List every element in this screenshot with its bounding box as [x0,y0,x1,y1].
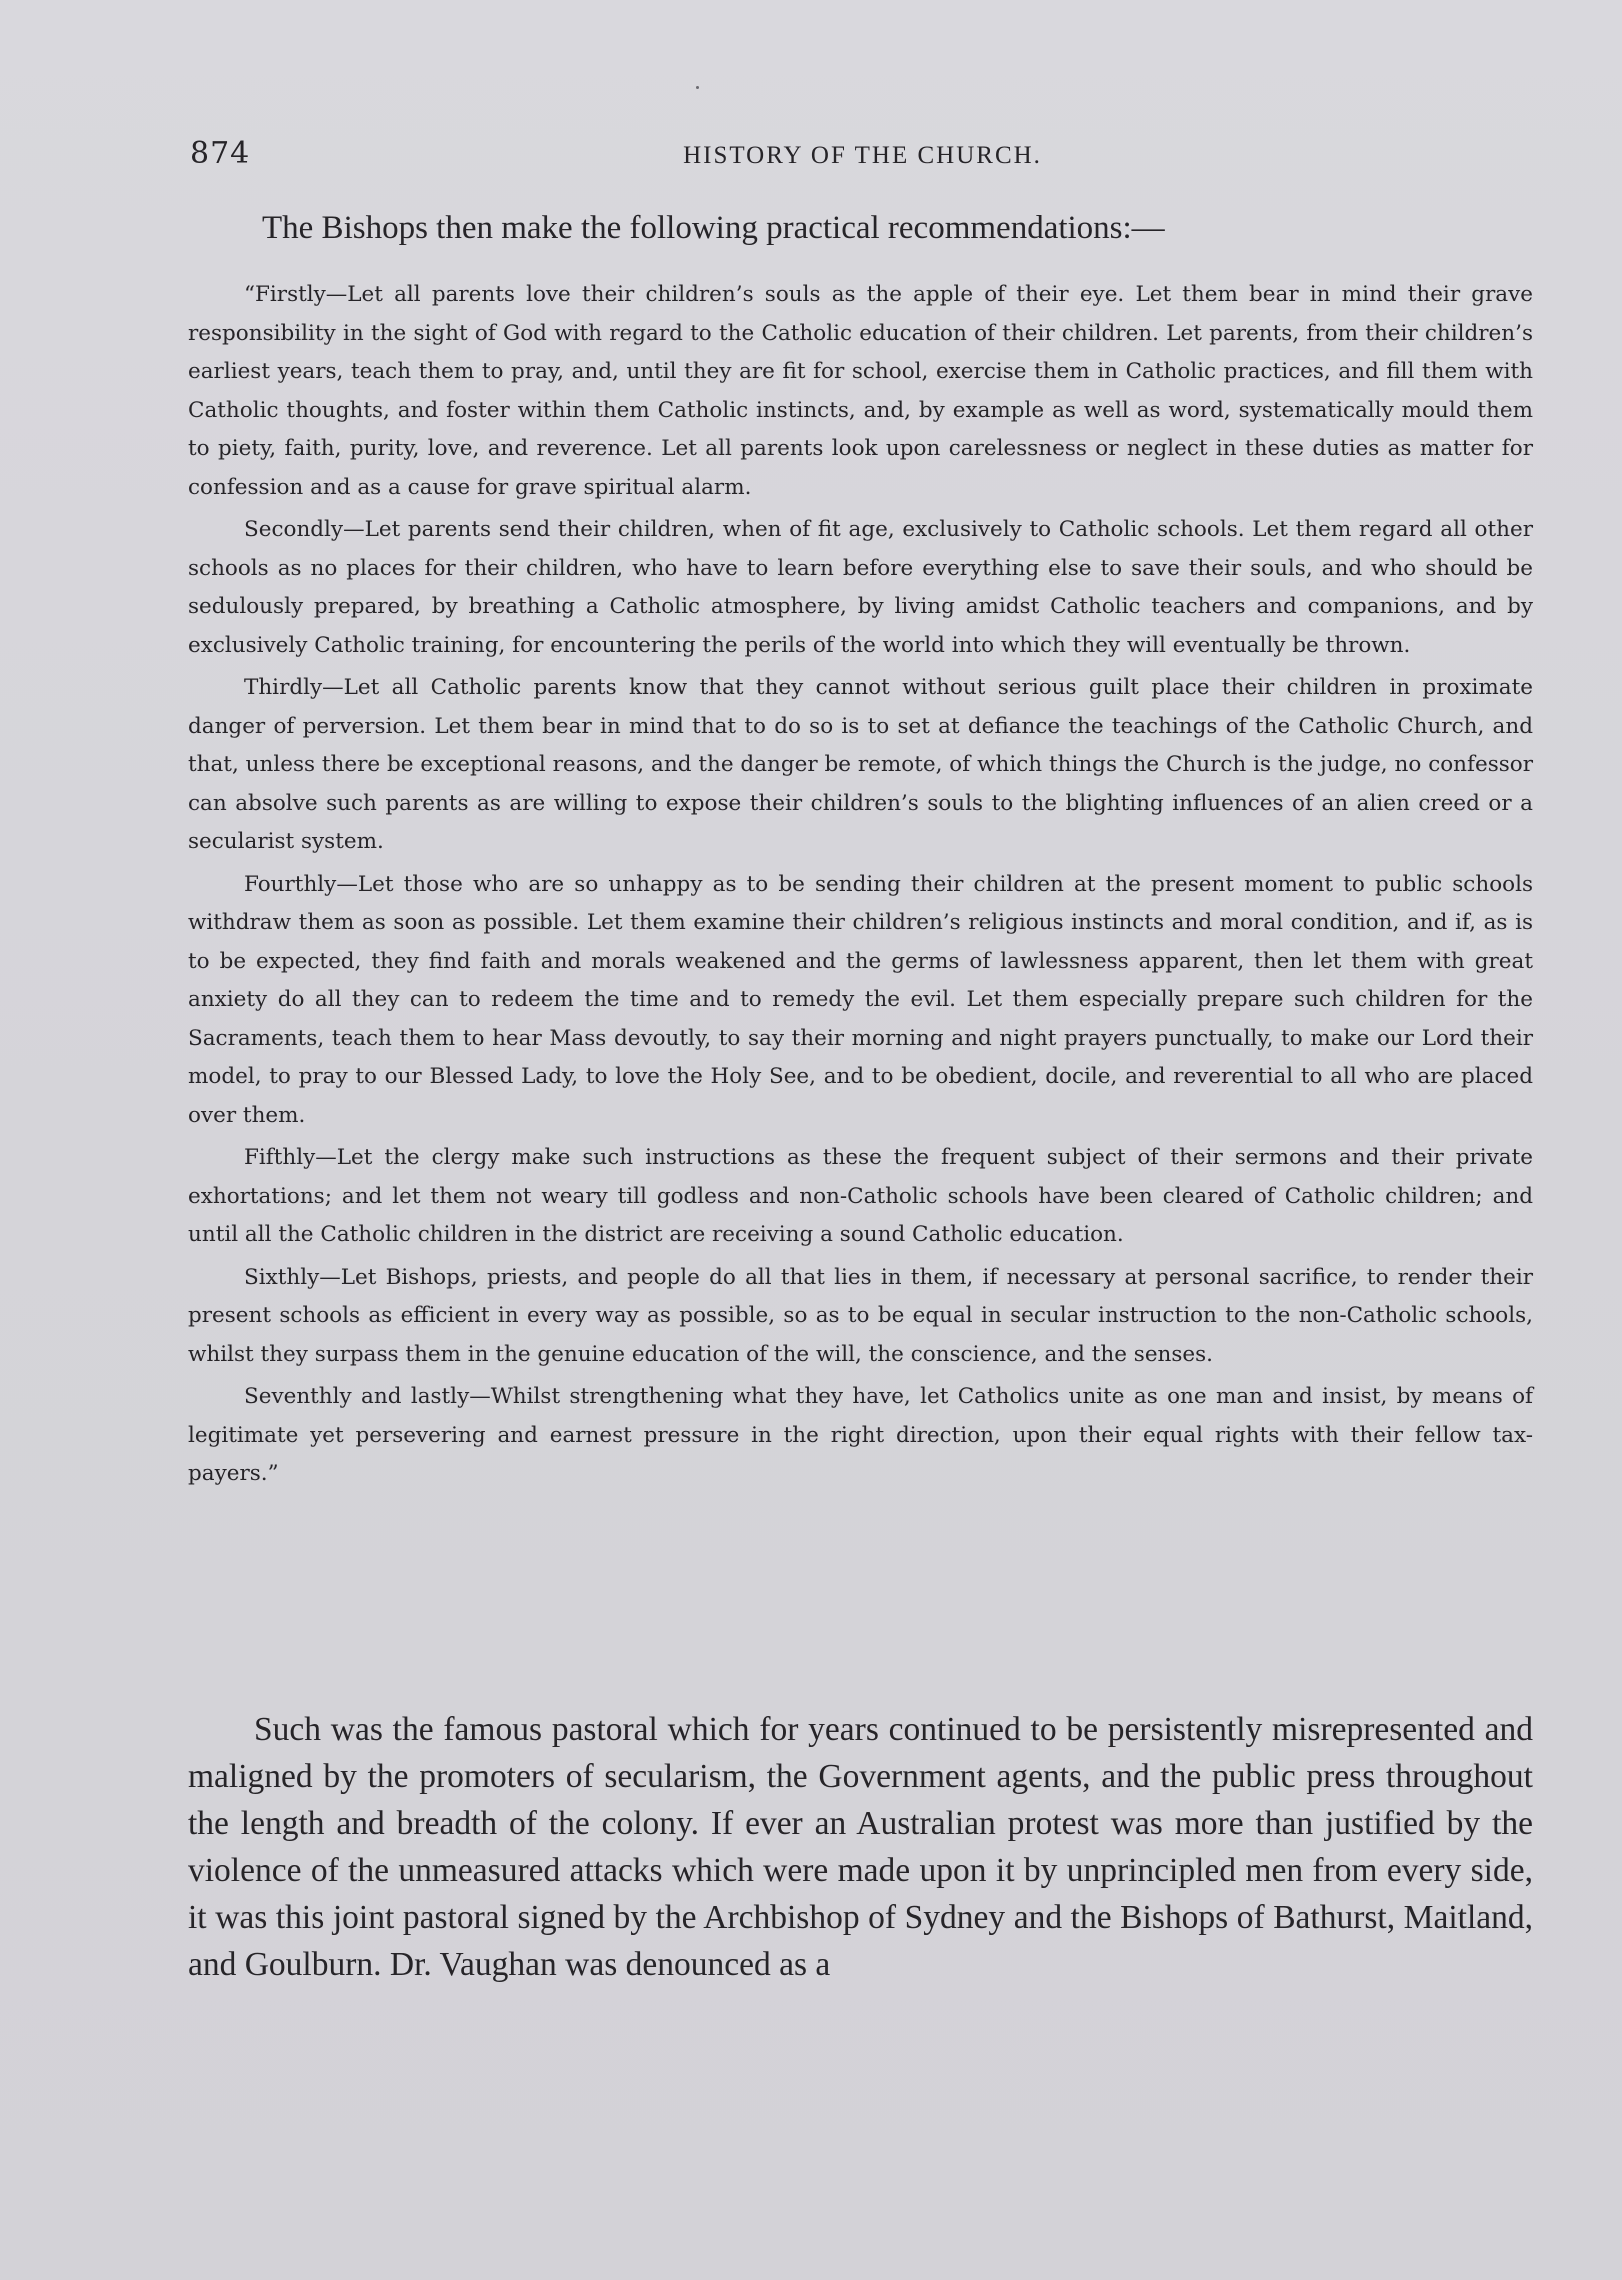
page-number: 874 [190,136,251,171]
recommendation-firstly: “Firstly—Let all parents love their children’s souls as the apple of their eye. Let them bear in mind their grave responsibility in the sight of God with regard to the Catholic education of their children. Let parents, from their children’s earliest years, teach them to pray, and, until they are fit for school, exercise them in Catholic practices, and fill them with Catholic thoughts, and foster within them Catholic instincts, and, by example as well as word, systematically mould them to piety, faith, purity, love, and reverence. Let all parents look upon carelessness or neglect in these duties as matter for confession and as a cause for grave spiritual alarm. [188,282,1533,500]
intro-line: The Bishops then make the following practical recommendations:— [262,210,1165,246]
body-text [188,1706,1533,1988]
closing-paragraph: Such was the famous pastoral which for years continued to be persistently misrepresented and maligned by the promoters of secularism, the Government agents, and the public press throughout the length and breadth of the colony. If ever an Australian protest was more than justified by the violence of the unmeasured attacks which were made upon it by unprincipled men from every side, it was this joint pastoral signed by the Archbishop of Sydney and the Bishops of Bathurst, Maitland, and Goulburn. Dr. Vaughan was denounced as a [188,1711,1533,1983]
recommendation-thirdly: Thirdly—Let all Catholic parents know that they cannot without serious guilt place their children in proximate danger of perversion. Let them bear in mind that to do so is to set at defiance the teachings of the Catholic Church, and that, unless there be exceptional reasons, and the danger be remote, of which things the Church is the judge, no confessor can absolve such parents as are willing to expose their children’s souls to the blighting influences of an alien creed or a secularist system. [188,675,1533,854]
ink-speck [696,86,699,89]
recommendation-secondly: Secondly—Let parents send their children, when of fit age, exclusively to Catholic schools. Let them regard all other schools as no places for their children, who have to learn before everything else to save their souls, and who should be sedulously prepared, by breathing a Catholic atmosphere, by living amidst Catholic teachers and companions, and by exclusively Catholic training, for encountering the perils of the world into which they will eventually be thrown. [188,517,1533,658]
running-title: HISTORY OF THE CHURCH. [683,142,1042,169]
recommendation-sixthly: Sixthly—Let Bishops, priests, and people do all that lies in them, if necessary at personal sacrifice, to render their present schools as efficient in every way as possible, so as to be equal in secular instruction to the non-Catholic schools, whilst they surpass them in the genuine education of the will, the conscience, and the senses. [188,1264,1533,1367]
recommendation-fourthly: Fourthly—Let those who are so unhappy as to be sending their children at the present moment to public schools withdraw them as soon as possible. Let them examine their children’s religious instincts and moral condition, and if, as is to be expected, they find faith and morals weakened and the germs of lawlessness apparent, then let them with great anxiety do all they can to redeem the time and to remedy the evil. Let them especially prepare such children for the Sacraments, teach them to hear Mass devoutly, to say their morning and night prayers punctually, to make our Lord their model, to pray to our Blessed Lady, to love the Holy See, and to be obedient, docile, and reverential to all who are placed over them. [188,871,1533,1128]
pastoral-quotation [188,276,1533,1498]
recommendation-fifthly: Fifthly—Let the clergy make such instructions as these the frequent subject of their sermons and their private exhortations; and let them not weary till godless and non-Catholic schools have been cleared of Catholic children; and until all the Catholic children in the district are receiving a sound Catholic education. [188,1145,1533,1247]
page-header [190,136,1535,176]
recommendation-seventhly: Seventhly and lastly—Whilst strengthening what they have, let Catholics unite as one man and insist, by means of legitimate yet persevering and earnest pressure in the right direction, upon their equal rights with their fellow tax-payers.” [188,1384,1533,1486]
